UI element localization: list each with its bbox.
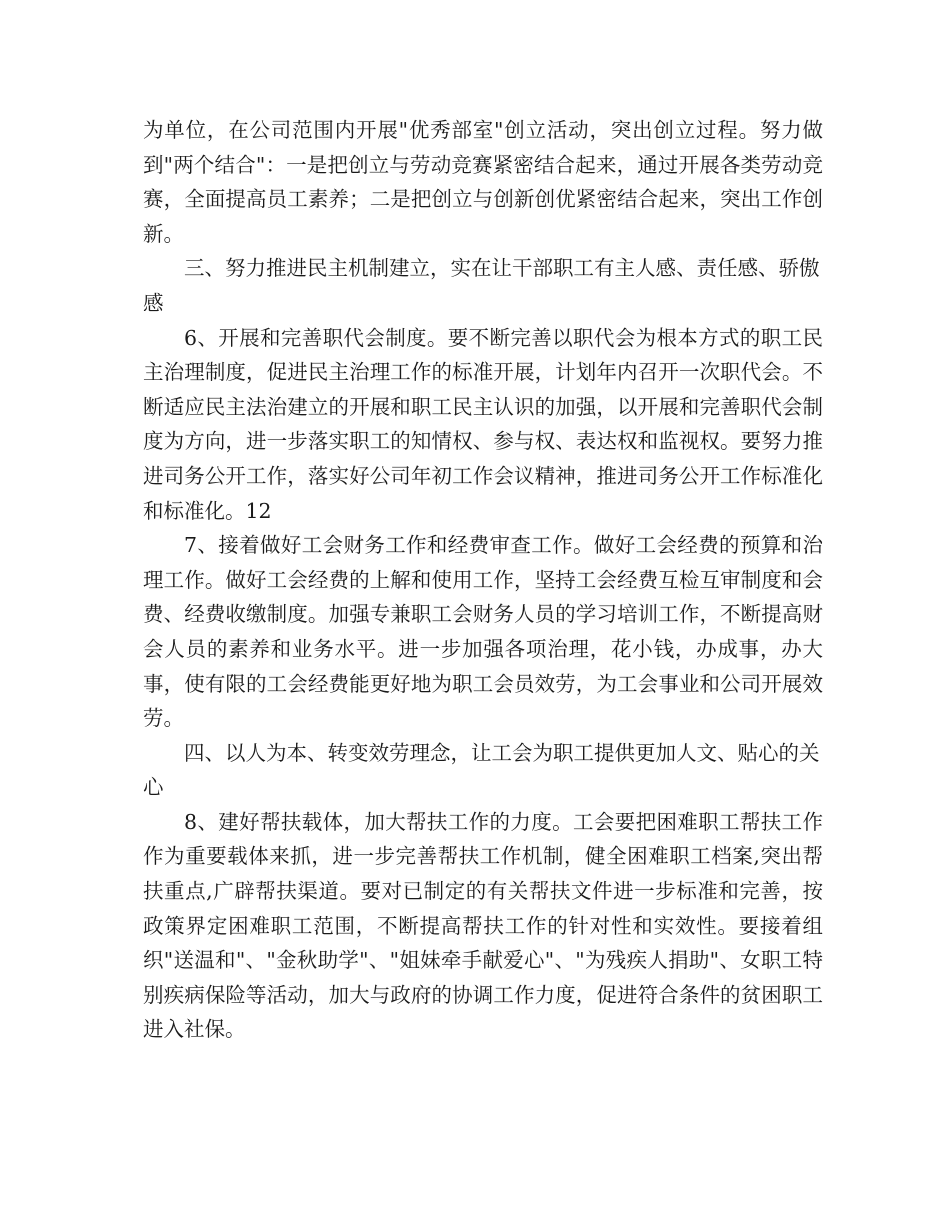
paragraph-continuation: 为单位，在公司范围内开展"优秀部室"创立活动，突出创立过程。努力做到"两个结合"：一是把创立与劳动竞赛紧密结合起来，通过开展各类劳动竞赛，全面提高员工素养；二是把创立与创新创优紧密结合起来，突出工作创新。 (143, 118, 823, 246)
section-heading-three: 三、努力推进民主机制建立，实在让干部职工有主人感、责任感、骄傲感 (143, 256, 820, 315)
paragraph-item-7: 7、接着做好工会财务工作和经费审查工作。做好工会经费的预算和治理工作。做好工会经费的上解和使用工作，坚持工会经费互检互审制度和会费、经费收缴制度。加强专兼职工会财务人员的学习培训工作，不断提高财会人员的素养和业务水平。进一步加强各项治理，花小钱，办成事，办大事，使有限的工会经费能更好地为职工会员效劳，为工会事业和公司开展效劳。 (143, 533, 823, 731)
document-body (143, 113, 823, 1047)
paragraph-item-6: 6、开展和完善职代会制度。要不断完善以职代会为根本方式的职工民主治理制度，促进民主治理工作的标准开展，计划年内召开一次职代会。不断适应民主法治建立的开展和职工民主认识的加强，以开展和完善职代会制度为方向，进一步落实职工的知情权、参与权、表达权和监视权。要努力推进司务公开工作，落实好公司年初工作会议精神，推进司务公开工作标准化和标准化。12 (143, 325, 823, 523)
section-heading-four: 四、以人为本、转变效劳理念，让工会为职工提供更加人文、贴心的关心 (143, 740, 820, 800)
paragraph-item-8: 8、建好帮扶载体，加大帮扶工作的力度。工会要把困难职工帮扶工作作为重要载体来抓，进一步完善帮扶工作机制，健全困难职工档案,突出帮扶重点,广辟帮扶渠道。要对已制定的有关帮扶文件进一步标准和完善，按政策界定困难职工范围，不断提高帮扶工作的针对性和实效性。要接着组织"送温和"、"金秋助学"、"姐妹牵手献爱心"、"为残疾人捐助"、女职工特别疾病保险等活动，加大与政府的协调工作力度，促进符合条件的贫困职工进入社保。 (143, 809, 823, 1042)
